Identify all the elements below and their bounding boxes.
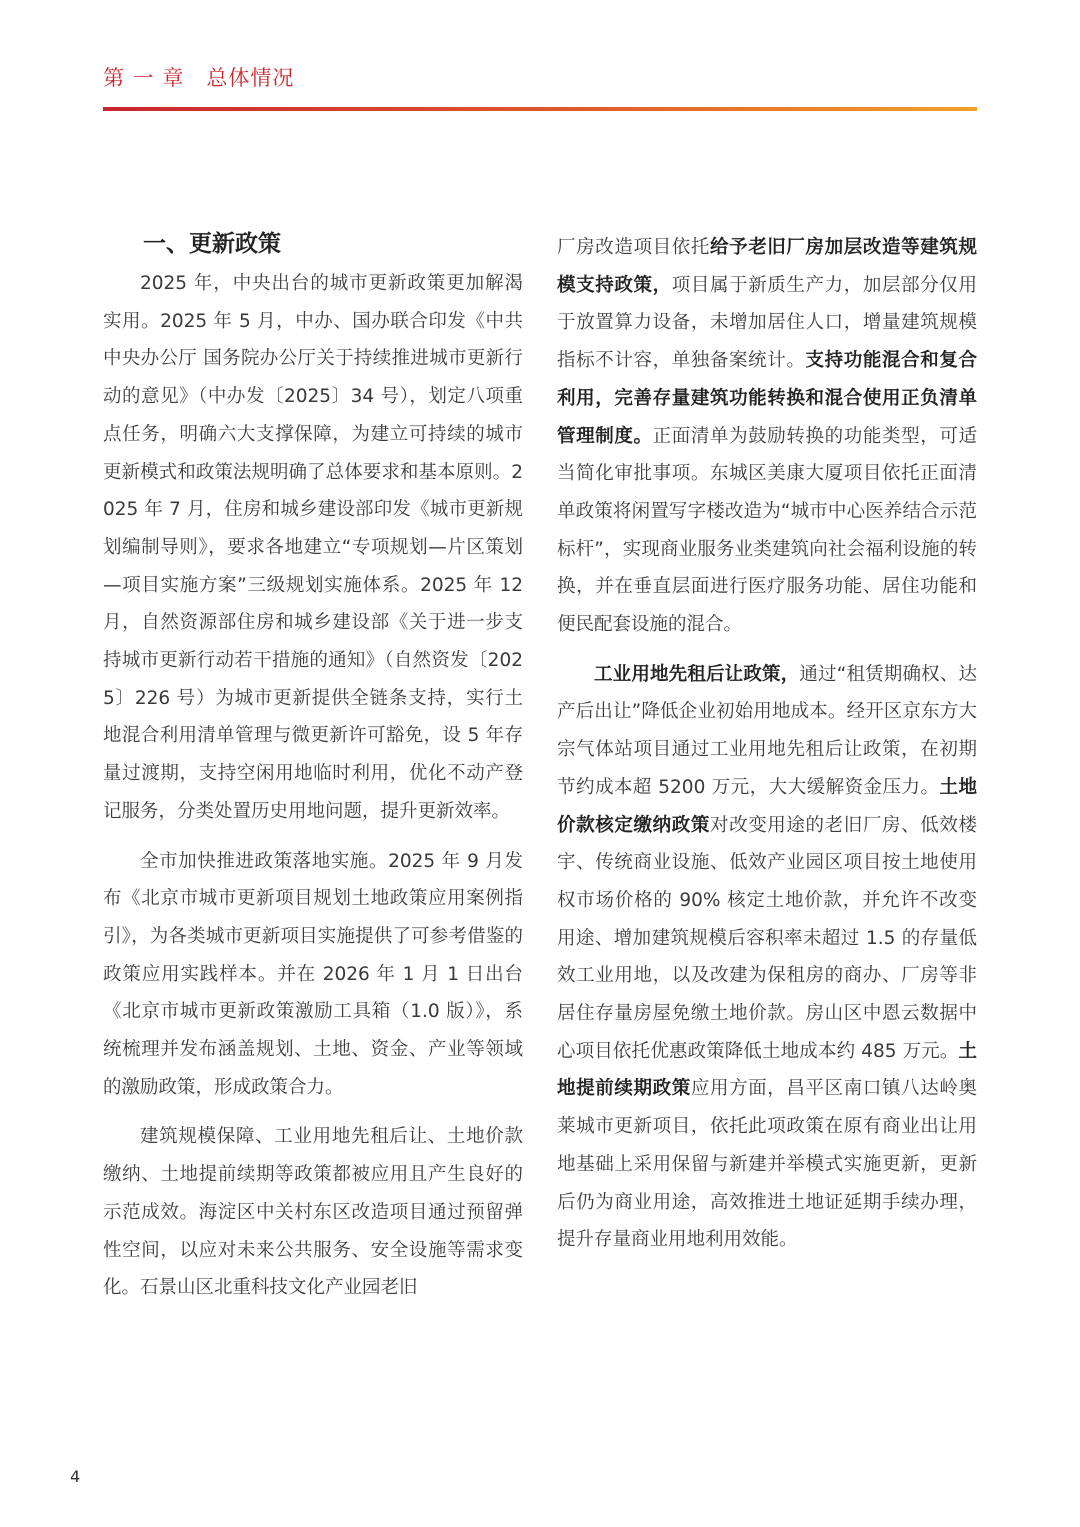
page-number: 4	[70, 1467, 81, 1486]
paragraph-demonstration-effects: 建筑规模保障、工业用地先租后让、土地价款缴纳、土地提前续期等政策都被应用且产生良好的示范成效。海淀区中关村东区改造项目通过预留弹性空间，以应对未来公共服务、安全设施等需求变化。石景山区北重科技文化产业园老旧	[103, 1126, 523, 1299]
bold-policy-lease-before-transfer: 工业用地先租后让政策，	[594, 663, 800, 685]
text-run: 正面清单为鼓励转换的功能类型，可适当简化审批事项。东城区美康大厦项目依托正面清单政策将闲置写字楼改造为“城市中心医养结合示范标杆”，实现商业服务业类建筑向社会福利设施的转换，并在垂直层面进行医疗服务功能、居住功能和便民配套设施的混合。	[557, 425, 977, 636]
bold-policy-land-price: 土地价款核定缴纳政策	[557, 776, 977, 836]
left-column	[103, 229, 523, 1307]
text-run: 通过“租赁期确权、达产后出让”降低企业初始用地成本。经开区京东方大宗气体站项目通过工业用地先租后让政策，在初期节约成本超 5200 万元，大大缓解资金压力。	[557, 663, 977, 798]
text-run: 应用方面，昌平区南口镇八达岭奥莱城市更新项目，依托此项政策在原有商业出让用地基础上采用保留与新建并举模式实施更新，更新后仍为商业用途，高效推进土地证延期手续办理，提升存量商业用地利用效能。	[557, 1078, 977, 1251]
text-run: 对改变用途的老旧厂房、低效楼宇、传统商业设施、低效产业园区项目按土地使用权市场价格的 90% 核定土地价款，并允许不改变用途、增加建筑规模后容积率未超过 1.5 的存量低效工业用地，以及改建为保租房的商办、厂房等非居住存量房屋免缴土地价款。房山区中恩云数据中心项目依托优惠政策降低土地成本约 485 万元。	[557, 814, 977, 1062]
text-run: 厂房改造项目依托	[557, 237, 710, 258]
bold-policy-mixed-use: 支持功能混合和复合利用，完善存量建筑功能转换和混合使用正负清单管理制度。	[557, 350, 977, 447]
paragraph-building-scale-support	[557, 229, 977, 644]
text-run: 项目属于新质生产力，加层部分仅用于放置算力设备，未增加居住人口，增量建筑规模指标不计容，单独备案统计。	[557, 274, 977, 372]
header-divider	[103, 107, 977, 111]
bold-policy-early-renewal: 土地提前续期政策	[557, 1040, 977, 1100]
paragraph-central-policy: 2025 年，中央出台的城市更新政策更加解渴实用。2025 年 5 月，中办、国办联合印发《中共中央办公厅 国务院办公厅关于持续推进城市更新行动的意见》（中办发〔2025〕34 号），划定八项重点任务，明确六大支撑保障，为建立可持续的城市更新模式和政策法规明确了总体要求和基本原则。2025 年 7 月，住房和城乡建设部印发《城市更新规划编制导则》，要求各地建立“专项规划—片区策划—项目实施方案”三级规划实施体系。2025 年 12 月，自然资源部住房和城乡建设部《关于进一步支持城市更新行动若干措施的通知》（自然资发〔2025〕226 号）为城市更新提供全链条支持，实行土地混合利用清单管理与微更新许可豁免，设 5 年存量过渡期，支持空闲用地临时利用，优化不动产登记服务，分类处置历史用地问题，提升更新效率。	[103, 273, 523, 822]
paragraph-beijing-implementation: 全市加快推进政策落地实施。2025 年 9 月发布《北京市城市更新项目规划土地政策应用案例指引》，为各类城市更新项目实施提供了可参考借鉴的政策应用实践样本。并在 2026 年 1 月 1 日出台《北京市城市更新政策激励工具箱（1.0 版）》，系统梳理并发布涵盖规划、土地、资金、产业等领域的激励政策，形成政策合力。	[103, 850, 523, 1098]
bold-policy-building-scale: 给予老旧厂房加层改造等建筑规模支持政策，	[557, 237, 977, 296]
section-heading: 一、更新政策	[143, 231, 281, 257]
right-column	[557, 229, 977, 1259]
paragraph-land-policies	[557, 656, 977, 1259]
chapter-title: 第 一 章 总体情况	[103, 66, 295, 90]
